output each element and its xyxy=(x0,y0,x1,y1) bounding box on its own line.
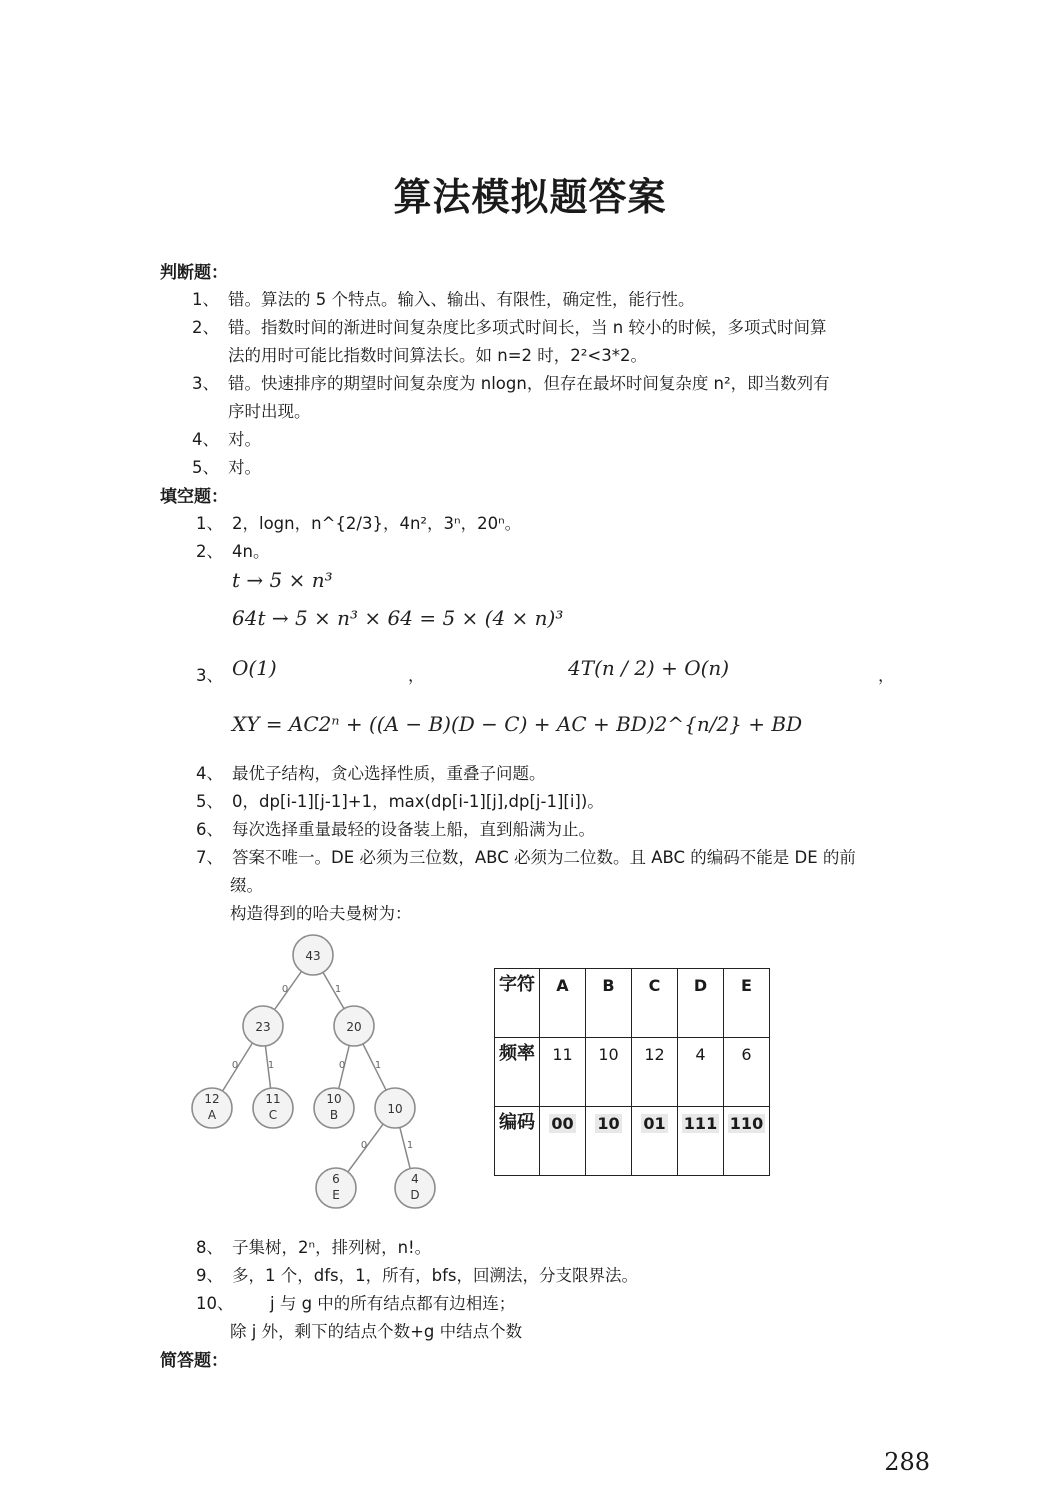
formula-xy: XY = AC2ⁿ + ((A − B)(D − C) + AC + BD)2^{n/2} + BD xyxy=(232,712,803,736)
tf-item-2-cont: 法的用时可能比指数时间算法长。如 n=2 时，2²<3*2。 xyxy=(228,346,647,365)
svg-text:E: E xyxy=(332,1188,340,1202)
tree-leaf xyxy=(395,1168,435,1208)
table-cell: B xyxy=(586,969,632,1038)
formula-64t: 64t → 5 × n³ × 64 = 5 × (4 × n)³ xyxy=(232,606,564,630)
edge-label: 1 xyxy=(374,1060,382,1071)
tf-item-1: 1、 错。算法的 5 个特点。输入、输出、有限性，确定性，能行性。 xyxy=(192,290,695,309)
fill-item-10: 10、 j 与 g 中的所有结点都有边相连； xyxy=(196,1294,516,1313)
tree-leaf xyxy=(253,1088,293,1128)
page-title: 算法模拟题答案 xyxy=(393,174,667,219)
formula-t: t → 5 × n³ xyxy=(232,568,333,592)
svg-text:43: 43 xyxy=(305,949,321,963)
fill-item-10-cont: 除 j 外，剩下的结点个数+g 中结点个数 xyxy=(230,1322,523,1341)
edge-label: 1 xyxy=(406,1140,414,1151)
section-heading-true-false: 判断题： xyxy=(160,263,228,283)
tree-node xyxy=(375,1088,415,1128)
fill-item-5: 5、 0，dp[i-1][j-1]+1，max(dp[i-1][j],dp[j-1][i])。 xyxy=(196,792,604,811)
formula-recurrence: 4T(n / 2) + O(n) xyxy=(568,656,730,680)
table-cell: D xyxy=(678,969,724,1038)
svg-text:D: D xyxy=(410,1188,420,1202)
fill-item-6: 6、 每次选择重量最轻的设备装上船，直到船满为止。 xyxy=(196,820,595,839)
table-cell: 10 xyxy=(586,1038,632,1107)
table-cell: 00 xyxy=(540,1107,586,1176)
tree-node xyxy=(334,1006,374,1046)
edge-label: 0 xyxy=(360,1140,368,1151)
table-cell: 10 xyxy=(586,1107,632,1176)
page-number: 288 xyxy=(884,1448,930,1476)
fill-item-9: 9、 多，1 个，dfs，1，所有，bfs，回溯法，分支限界法。 xyxy=(196,1266,638,1285)
svg-text:B: B xyxy=(329,1108,339,1122)
svg-text:6: 6 xyxy=(332,1172,340,1186)
huffman-tree-diagram xyxy=(180,928,460,1218)
svg-text:C: C xyxy=(268,1108,278,1122)
table-cell: 111 xyxy=(678,1107,724,1176)
section-heading-short-answer: 简答题： xyxy=(160,1351,228,1371)
table-cell: 12 xyxy=(632,1038,678,1107)
tree-leaf xyxy=(314,1088,354,1128)
table-row-freq xyxy=(495,1038,770,1107)
tf-item-3-cont: 序时出现。 xyxy=(228,402,311,421)
table-cell: 4 xyxy=(678,1038,724,1107)
fill-item-7: 7、 答案不唯一。DE 必须为三位数，ABC 必须为二位数。且 ABC 的编码不能是 DE 的前 xyxy=(196,848,856,867)
table-cell: C xyxy=(632,969,678,1038)
fill-item-8: 8、 子集树，2ⁿ，排列树，n!。 xyxy=(196,1238,432,1257)
fill-item-4: 4、 最优子结构，贪心选择性质，重叠子问题。 xyxy=(196,764,546,783)
table-row-codes xyxy=(495,1107,770,1176)
svg-text:23: 23 xyxy=(255,1020,271,1034)
table-row-chars xyxy=(495,969,770,1038)
table-cell: 11 xyxy=(540,1038,586,1107)
fill-item-3-num: 3、 xyxy=(196,666,223,685)
huffman-caption: 构造得到的哈夫曼树为： xyxy=(230,904,412,923)
edge-label: 0 xyxy=(231,1060,239,1071)
fill-item-3-comma: ， xyxy=(408,666,425,685)
tree-leaf xyxy=(192,1088,232,1128)
svg-text:10: 10 xyxy=(326,1092,342,1106)
table-cell: 110 xyxy=(724,1107,770,1176)
row-header: 编码 xyxy=(495,1107,540,1176)
fill-item-3-comma-2: ， xyxy=(878,666,895,685)
tf-item-4: 4、 对。 xyxy=(192,430,261,449)
edge-label: 1 xyxy=(334,984,342,995)
table-cell: 6 xyxy=(724,1038,770,1107)
tf-item-2: 2、 错。指数时间的渐进时间复杂度比多项式时间长，当 n 较小的时候，多项式时间算 xyxy=(192,318,827,337)
table-cell: 01 xyxy=(632,1107,678,1176)
svg-text:A: A xyxy=(207,1108,217,1122)
svg-text:12: 12 xyxy=(204,1092,220,1106)
section-heading-fill-blank: 填空题： xyxy=(160,487,228,507)
huffman-code-table xyxy=(494,968,770,1176)
svg-text:10: 10 xyxy=(387,1102,403,1116)
svg-text:11: 11 xyxy=(265,1092,281,1106)
edge-label: 0 xyxy=(338,1060,346,1071)
table-cell: E xyxy=(724,969,770,1038)
row-header: 频率 xyxy=(495,1038,540,1107)
row-header: 字符 xyxy=(495,969,540,1038)
svg-text:4: 4 xyxy=(411,1172,419,1186)
tree-leaf xyxy=(316,1168,356,1208)
formula-o1: O(1) xyxy=(232,656,277,680)
svg-text:20: 20 xyxy=(346,1020,362,1034)
edge-label: 1 xyxy=(267,1060,275,1071)
table-cell: A xyxy=(540,969,586,1038)
fill-item-7-cont: 缀。 xyxy=(230,876,263,895)
fill-item-2: 2、 4n。 xyxy=(196,542,270,561)
fill-item-1: 1、 2，logn，n^{2/3}，4n²，3ⁿ，20ⁿ。 xyxy=(196,514,522,533)
tree-node-root xyxy=(293,935,333,975)
tree-node xyxy=(243,1006,283,1046)
tf-item-5: 5、 对。 xyxy=(192,458,261,477)
tf-item-3: 3、 错。快速排序的期望时间复杂度为 nlogn，但存在最坏时间复杂度 n²，即当数列有 xyxy=(192,374,830,393)
edge-label: 0 xyxy=(281,984,289,995)
